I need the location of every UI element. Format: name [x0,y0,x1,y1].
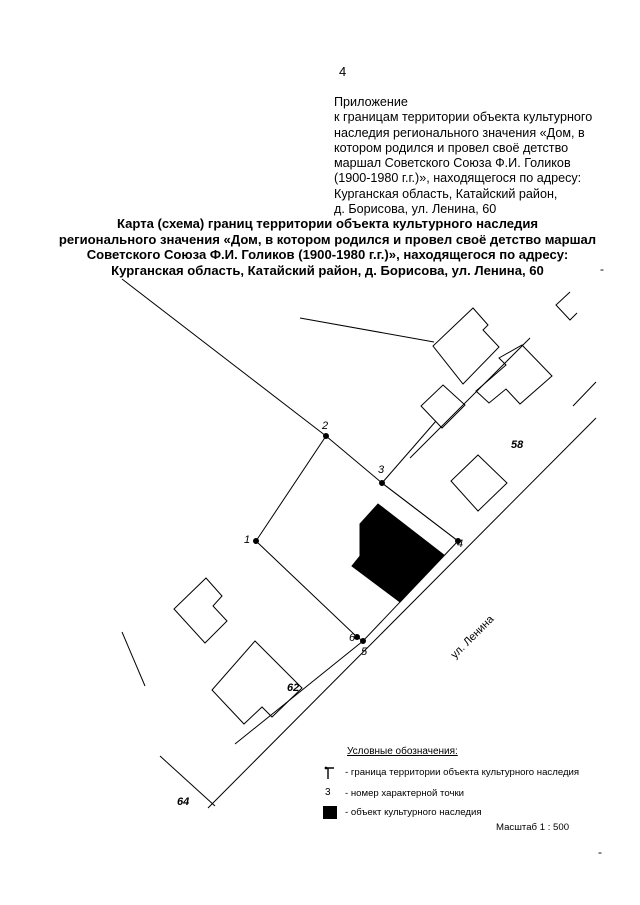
point-label-4: 4 [457,538,464,550]
legend-item-text: - граница территории объекта культурного наследия [345,767,580,778]
legend-item-symbol: 3 [325,787,331,798]
margin-dash: - [598,845,602,859]
appendix-line: наследия регионального значения «Дом, в [334,125,585,140]
lot-line [573,382,596,406]
point-marker-3 [380,481,385,486]
object-icon [323,806,337,820]
point-marker-6 [355,635,360,640]
page-number: 4 [339,64,347,79]
heritage-object [352,504,444,602]
legend-item-text: - объект культурного наследия [345,807,482,818]
legend-title: Условные обозначения: [347,746,458,757]
point-label-3: 3 [378,464,385,476]
point-label-5: 5 [361,646,368,658]
house-number-58: 58 [511,439,524,451]
appendix-line: Курганская область, Катайский район, [334,186,558,201]
house-number-62: 62 [287,682,300,694]
building-outline [174,578,227,643]
margin-dash: - [600,262,604,276]
street-label: ул. Ленина [448,613,497,662]
point-label-2: 2 [322,420,329,432]
point-marker-5 [361,639,366,644]
point-label-6: 6 [349,632,356,644]
appendix-line: к границам территории объекта культурного [334,110,593,125]
building-outline [421,385,465,428]
building-outline [433,308,499,384]
building-outline [451,455,507,511]
map-title-line: Курганская область, Катайский район, д. Борисова, ул. Ленина, 60 [111,262,544,278]
point-marker-1 [254,539,259,544]
map-title-line: регионального значения «Дом, в котором родился и провел своё детство маршал [58,231,597,247]
map-title-line: Советского Союза Ф.И. Голиков (1900-1980 г.г.)», находящегося по адресу: [86,247,569,263]
map-scale: Масштаб 1 : 500 [496,822,570,833]
heritage-boundary [256,436,458,641]
legend-item-text: - номер характерной точки [345,788,465,799]
appendix-line: котором родился и провел своё детство [334,140,569,155]
appendix-line: (1900-1980 г.г.)», находящегося по адресу: [334,171,582,186]
lot-line [122,632,145,686]
house-number-64: 64 [177,796,190,808]
appendix-line: д. Борисова, ул. Ленина, 60 [334,202,497,217]
boundary-icon [323,766,337,780]
lot-line [382,421,436,483]
point-label-1: 1 [244,534,251,546]
building-outline [556,292,577,320]
lot-line [122,279,329,436]
lot-line [300,318,434,342]
point-marker-2 [324,434,329,439]
appendix-line: Приложение [334,95,408,109]
map-title-line: Карта (схема) границ территории объекта культурного наследия [116,216,539,231]
appendix-line: маршал Советского Союза Ф.И. Голиков [334,156,571,171]
